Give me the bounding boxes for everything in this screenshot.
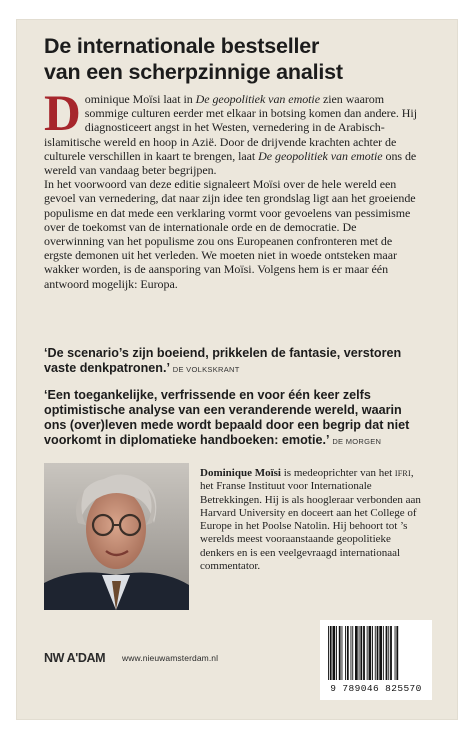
barcode-bar <box>379 626 382 680</box>
headline <box>44 33 434 85</box>
publisher-url: www.nieuwamsterdam.nl <box>122 653 219 663</box>
barcode-bar <box>388 626 389 680</box>
barcode-bar <box>383 626 384 680</box>
barcode-bar <box>363 626 365 680</box>
quote-text: ‘De scenario’s zijn boeiend, prikkelen de fantasie, verstoren vaste denkpatronen.’ <box>44 346 402 375</box>
book-title: De geopolitiek van emotie <box>195 92 320 106</box>
publisher-logo: NW A'DAM <box>44 651 106 665</box>
ifri-abbreviation: IFRI <box>394 469 411 478</box>
barcode-bar <box>369 626 372 680</box>
description <box>44 86 417 291</box>
author-portrait-illustration <box>44 463 189 610</box>
barcode-bar <box>360 626 362 680</box>
barcode-bar <box>367 626 368 680</box>
barcode-bar <box>359 626 360 680</box>
barcode-bar <box>336 626 337 680</box>
barcode-bar <box>342 626 343 680</box>
paragraph-2: In het voorwoord van deze editie signaleert Moïsi over de hele wereld een gevoel van vernedering, dat naar zijn idee ten grondslag ligt aan het groeiende populisme en dat mede een verklaring vormt voor gevoelens van pessimisme over de toekomst van de internationale orde en de democratie. De overwinning van het populisme zou ons Europeanen confronteren met de ergste demonen uit het verleden. We moeten niet in woede ontsteken maar wakker worden, is de aansporing van Moïsi. Volgens hem is er maar één antwoord mogelijk: Europa. <box>44 177 416 291</box>
barcode-bar <box>396 626 398 680</box>
author-name: Dominique Moïsi <box>200 467 281 479</box>
quote-text: ‘Een toegankelijke, verfrissende en voor één keer zelfs optimistische analyse van een veranderende wereld, waarin ons (over)leven mede wordt bepaald door een begrip dat niet voorkomt in diplomatieke handboeken: emotie.’ <box>44 388 410 447</box>
book-title-2: De geopolitiek van emotie <box>258 148 383 163</box>
barcode-bar <box>352 626 353 680</box>
author-bio: Dominique Moïsi is medeoprichter van het IFRI, het Franse Instituut voor Internationale Betrekkingen. Hij is als hoogleraar verbonden aan Harvard University en doceert aan het College of Europe in het Poolse Natolin. Hij behoort tot ’s werelds meest vooraanstaande geopolitieke denkers en is een veelgevraagd internationaal commentator. <box>200 467 421 573</box>
barcode-bar <box>347 626 349 680</box>
headline-line-1: De internationale bestseller <box>44 34 320 58</box>
barcode-bar <box>339 626 341 680</box>
drop-cap: D <box>44 86 81 142</box>
barcode-bar <box>328 626 329 680</box>
barcode-bar <box>355 626 358 680</box>
paragraph-1: Dominique Moïsi laat in De geopolitiek van emotie zien waarom sommige culturen eerder met elkaar in botsing komen dan andere. Hij diagnosticeert angst in het Westen, vernedering in de Arabisch-islamitische wereld en hoop in Azië. Door de drijvende krachten achter de culturele verschillen in kaart te brengen, laat De geopolitiek van emotie ons de wereld van vandaag beter begrijpen. <box>44 86 417 178</box>
headline-line-2: van een scherpzinnige analist <box>44 60 343 84</box>
quote-source: DE MORGEN <box>332 437 382 446</box>
barcode-bar <box>390 626 392 680</box>
barcode-bar <box>333 626 336 680</box>
isbn-barcode <box>320 620 432 700</box>
barcode-bar <box>377 626 379 680</box>
quote-source: DE VOLKSKRANT <box>172 365 240 374</box>
barcode-bar <box>345 626 346 680</box>
review-quote-1 <box>44 346 422 377</box>
barcode-bar <box>351 626 352 680</box>
barcode-bar <box>330 626 332 680</box>
isbn-number: 9 789046 825570 <box>330 683 422 694</box>
barcode-bar <box>395 626 396 680</box>
barcode-bar <box>372 626 373 680</box>
review-quote-2 <box>44 388 422 449</box>
author-photo <box>44 463 189 610</box>
barcode-bar <box>375 626 376 680</box>
barcode-bars <box>326 626 426 682</box>
barcode-bar <box>386 626 388 680</box>
